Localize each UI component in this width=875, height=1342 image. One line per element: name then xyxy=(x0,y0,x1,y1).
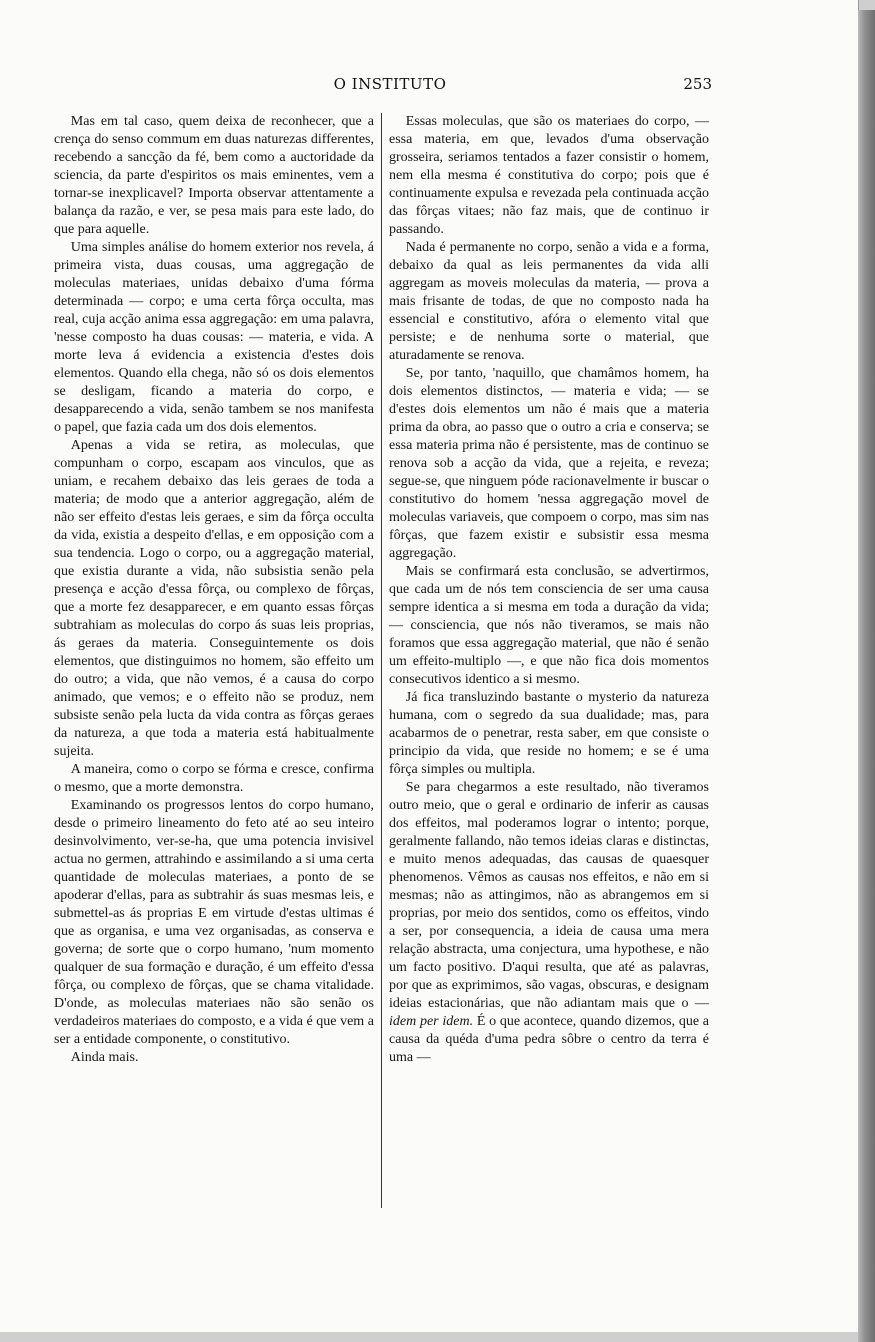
paragraph: Mas em tal caso, quem deixa de reconhecer, que a crença do senso commum em duas naturezas differentes, recebendo a sancção da fé, bem como a auctoridade da sciencia, da parte d'espiritos os mais eminentes, vem a tornar-se inexplicavel? Importa observar attentamente a balança da razão, e ver, se pesa mais para este lado, do que para aquelle. xyxy=(54,114,374,237)
paragraph: Já fica transluzindo bastante o mysterio da natureza humana, com o segredo da sua dualidade; mas, para acabarmos de o penetrar, resta saber, em que consiste o principio da vida, que reside no homem; e se é uma fôrça simples ou multipla. xyxy=(389,690,709,777)
paragraph: Essas moleculas, que são os materiaes do corpo, — essa materia, em que, levados d'uma observação grosseira, seriamos tentados a fazer consistir o homem, nem ella mesma é constitutiva do corpo; pois que é continuamente expulsa e revezada pela continuada acção das fôrças vitaes; não faz mais, que de continuo ir passando. xyxy=(389,114,709,237)
paragraph: A maneira, como o corpo se fórma e cresce, confirma o mesmo, que a morte demonstra. xyxy=(54,762,374,795)
closing-text-end: É o que acontece, quando dizemos, que a causa da quéda d'uma pedra sôbre o centro da terra é uma — xyxy=(389,1014,709,1065)
running-title: O INSTITUTO xyxy=(333,75,447,93)
column-divider xyxy=(381,113,382,1208)
paragraph: Examinando os progressos lentos do corpo humano, desde o primeiro lineamento do feto até ao seu inteiro desinvolvimento, ver-se-ha, que uma potencia invisivel actua no germen, attrahindo e assimilando a si uma certa quantidade de moleculas materiaes, a ponto de se apoderar d'ellas, para as subtrahir ás suas mesmas leis, e submettel-as ás proprias E em virtude d'estas ultimas é que as organisa, e uma vez organisadas, as conserva e governa; de sorte que o corpo humano, 'num momento qualquer de sua formação e duração, é um effeito d'essa fôrça, ou complexo de fôrças, que se chama vitalidade. D'onde, as moleculas materiaes não são senão os verdadeiros materiaes do composto, e a vida é que vem a ser a entidade componente, o constitutivo. xyxy=(54,798,374,1047)
paragraph: Nada é permanente no corpo, senão a vida e a forma, debaixo da qual as leis permanentes da vida alli aggregam as moveis moleculas da materia, — prova a mais frisante de todas, de que no composto nada ha essencial e constitutivo, afóra o elemento vital que persiste; e de nenhuma sorte o material, que aturadamente se renova. xyxy=(389,240,709,363)
page-number: 253 xyxy=(683,75,712,93)
page-edge xyxy=(858,10,875,1342)
paragraph: Ainda mais. xyxy=(70,1050,139,1065)
left-column xyxy=(54,113,374,1067)
right-column xyxy=(389,113,709,1067)
closing-text: Se para chegarmos a este resultado, não tiveramos outro meio, que o geral e ordinario de inferir as causas dos effeitos, mal poderamos lograr o intento; porque, geralmente fallando, não temos ideias claras e distinctas, e muito menos adequadas, das causas de quaesquer phenomenos. Vêmos as causas nos effeitos, e não em si mesmas; não as attingimos, não as abrangemos em si proprias, por meio dos sentidos, como os effeitos, vindo a ser, por consequencia, a ideia de causa uma mera relação abstracta, uma conjectura, uma hypothese, e não um facto positivo. D'aqui resulta, que até as palavras, por que as exprimimos, são vagas, obscuras, e designam ideias estacionárias, que não adiantam mais que o — xyxy=(389,780,709,1011)
latin-phrase: idem per idem. xyxy=(389,1014,474,1029)
paragraph: Uma simples análise do homem exterior nos revela, á primeira vista, duas cousas, uma aggregação de moleculas materiaes, unidas debaixo d'uma fórma determinada — corpo; e uma certa fôrça occulta, mas real, cuja acção anima essa aggregação: em uma palavra, 'nesse composto ha duas cousas: — materia, e vida. A morte leva á evidencia a existencia d'estes dois elementos. Quando ella chega, não só os dois elementos se desligam, ficando a materia do corpo, e desapparecendo a vida, senão tambem se nos manifesta o papel, que fazia cada um dos dois elementos. xyxy=(54,240,374,435)
paragraph: Se, por tanto, 'naquillo, que chamâmos homem, ha dois elementos distinctos, — materia e vida; — se d'estes dois elementos um não é mais que a materia prima da obra, ao passo que o outro a cria e conserva; se essa materia prima não é persistente, mas de continuo se renova sob a acção da vida, que a rejeita, e reveza; segue-se, que ninguem póde racionavelmente ir buscar o constitutivo do homem 'nessa aggregação movel de moleculas variaveis, que compoem o corpo, mas sim nas fôrças, que fazem existir e subsistir essa mesma aggregação. xyxy=(389,366,709,561)
paragraph-closing xyxy=(389,779,709,1067)
paragraph: Mais se confirmará esta conclusão, se advertirmos, que cada um de nós tem consciencia de ser uma causa sempre identica a si mesma em toda a duração da vida; — consciencia, que nós não tiveramos, se mais não foramos que essa aggregação material, que não é senão um effeito-multiplo —, e que não fica dois momentos consecutivos identico a si mesmo. xyxy=(389,564,709,687)
paragraph: Apenas a vida se retira, as moleculas, que compunham o corpo, escapam aos vinculos, que as uniam, e recahem debaixo das leis geraes de toda a materia; de modo que a anterior aggregação, além de não ser effeito d'estas leis geraes, e sim da fôrça occulta da vida, existia a despeito d'ellas, e em opposição com a sua tendencia. Logo o corpo, ou a aggregação material, que existia durante a vida, não subsistia senão pela presença e acção d'essa fôrça, ou complexo de fôrças, que a morte fez desapparecer, e em quanto essas fôrças subtrahiam as moleculas do corpo ás suas leis proprias, ás geraes da materia. Conseguintemente os dois elementos, que distinguimos no homem, são effeito um do outro; a vida, que não vemos, é a causa do corpo animado, que vemos; e o effeito não se produz, nem subsiste senão pela lucta da vida contra as fôrças geraes da natureza, a que toda a materia está habitualmente sujeita. xyxy=(54,438,374,759)
